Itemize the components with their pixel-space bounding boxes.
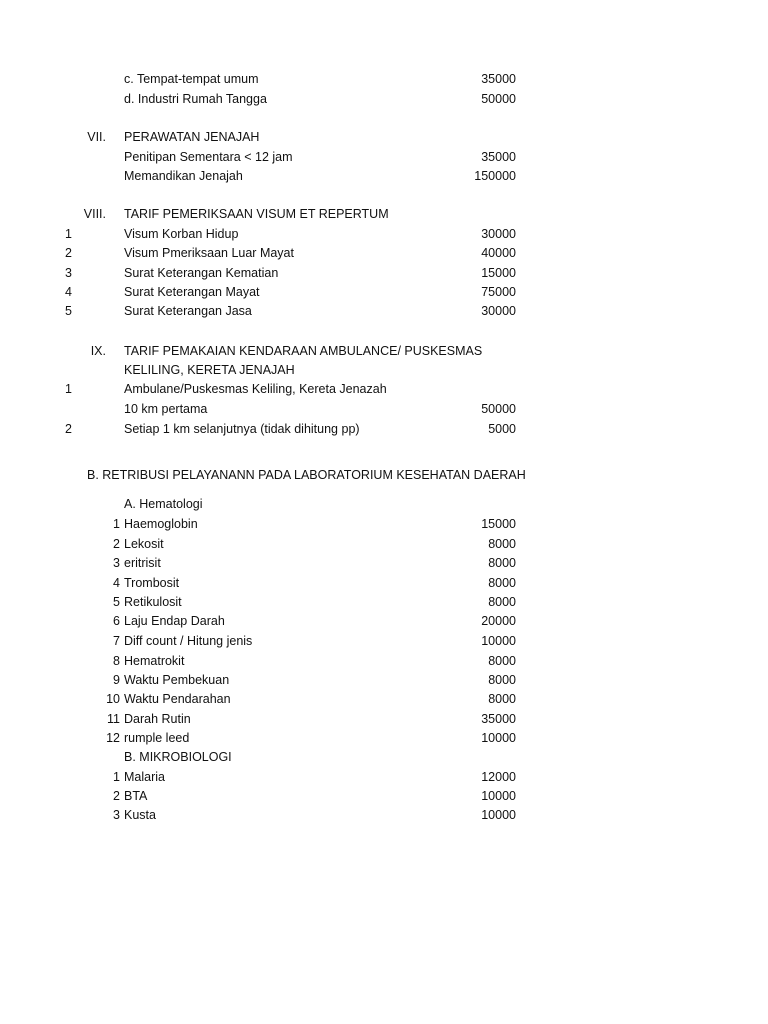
tariff-row <box>0 420 768 439</box>
item-label: Surat Keterangan Mayat <box>124 285 260 299</box>
tariff-row <box>0 244 768 263</box>
item-value: 8000 <box>488 692 516 706</box>
item-label: Laju Endap Darah <box>124 614 225 628</box>
lab-row <box>0 515 768 534</box>
item-value: 15000 <box>481 517 516 531</box>
section-header-continued <box>0 361 768 380</box>
lab-row <box>0 612 768 631</box>
item-label: Trombosit <box>124 576 180 590</box>
item-number: 3 <box>65 266 72 280</box>
tariff-row <box>0 225 768 244</box>
item-number: 1 <box>65 227 72 241</box>
item-label: 10 km pertama <box>124 402 208 416</box>
lab-row <box>0 729 768 748</box>
item-value: 30000 <box>481 227 516 241</box>
item-number: 3 <box>113 556 120 570</box>
item-value: 8000 <box>488 556 516 570</box>
item-value: 8000 <box>488 673 516 687</box>
item-label: Diff count / Hitung jenis <box>124 634 253 648</box>
item-label: Setiap 1 km selanjutnya (tidak dihitung pp) <box>124 422 360 436</box>
tariff-row <box>0 302 768 321</box>
item-number: 9 <box>113 673 120 687</box>
lab-row <box>0 632 768 651</box>
lab-row <box>0 768 768 787</box>
lab-row <box>0 690 768 709</box>
item-label: Retikulosit <box>124 595 182 609</box>
item-number: 10 <box>106 692 120 706</box>
item-label: Visum Pmeriksaan Luar Mayat <box>124 246 294 260</box>
section-header <box>0 342 768 361</box>
section-title: TARIF PEMAKAIAN KENDARAAN AMBULANCE/ PUSKESMAS <box>124 344 483 358</box>
item-label: Visum Korban Hidup <box>124 227 239 241</box>
item-value: 75000 <box>481 285 516 299</box>
subsection-title: A. Hematologi <box>124 497 203 511</box>
item-label: Surat Keterangan Kematian <box>124 266 279 280</box>
tariff-row <box>0 90 768 109</box>
item-number: 3 <box>113 808 120 822</box>
subsection-header <box>0 748 768 767</box>
item-value: 10000 <box>481 731 516 745</box>
section-header <box>0 128 768 147</box>
item-value: 10000 <box>481 808 516 822</box>
section-title: B. RETRIBUSI PELAYANANN PADA LABORATORIUM KESEHATAN DAERAH <box>87 468 526 482</box>
item-label: Waktu Pembekuan <box>124 673 230 687</box>
item-label: Lekosit <box>124 537 164 551</box>
item-number: 1 <box>113 770 120 784</box>
item-label: BTA <box>124 789 148 803</box>
lab-row <box>0 593 768 612</box>
lab-row <box>0 574 768 593</box>
tariff-row <box>0 148 768 167</box>
item-number: 5 <box>65 304 72 318</box>
lab-row <box>0 806 768 825</box>
item-number: 7 <box>113 634 120 648</box>
item-number: 2 <box>113 537 120 551</box>
item-label: Haemoglobin <box>124 517 198 531</box>
subsection-header <box>0 495 768 514</box>
item-value: 15000 <box>481 266 516 280</box>
item-label: Darah Rutin <box>124 712 191 726</box>
item-number: 5 <box>113 595 120 609</box>
section-title: TARIF PEMERIKSAAN VISUM ET REPERTUM <box>124 207 389 221</box>
item-number: 8 <box>113 654 120 668</box>
item-number: 1 <box>65 382 72 396</box>
item-label: eritrisit <box>124 556 161 570</box>
item-value: 8000 <box>488 576 516 590</box>
tariff-row <box>0 283 768 302</box>
lab-row <box>0 787 768 806</box>
item-value: 150000 <box>474 169 516 183</box>
item-number: 4 <box>65 285 72 299</box>
item-value: 10000 <box>481 634 516 648</box>
tariff-row <box>0 167 768 186</box>
lab-row <box>0 554 768 573</box>
item-value: 20000 <box>481 614 516 628</box>
item-label: Hematrokit <box>124 654 185 668</box>
lab-row <box>0 535 768 554</box>
item-value: 30000 <box>481 304 516 318</box>
item-value: 35000 <box>481 72 516 86</box>
item-label: rumple leed <box>124 731 190 745</box>
item-value: 12000 <box>481 770 516 784</box>
item-value: 8000 <box>488 654 516 668</box>
item-label: Penitipan Sementara < 12 jam <box>124 150 293 164</box>
item-number: 1 <box>113 517 120 531</box>
item-value: 50000 <box>481 92 516 106</box>
item-number: 6 <box>113 614 120 628</box>
tariff-row <box>0 400 768 419</box>
item-value: 8000 <box>488 595 516 609</box>
item-number: 12 <box>106 731 120 745</box>
section-title: PERAWATAN JENAJAH <box>124 130 260 144</box>
tariff-row <box>0 70 768 89</box>
item-label: c. Tempat-tempat umum <box>124 72 259 86</box>
item-value: 35000 <box>481 150 516 164</box>
item-value: 10000 <box>481 789 516 803</box>
section-header <box>0 205 768 224</box>
item-value: 35000 <box>481 712 516 726</box>
section-title-line2: KELILING, KERETA JENAJAH <box>124 363 295 377</box>
item-number: 4 <box>113 576 120 590</box>
tariff-row <box>0 380 768 399</box>
item-number: 2 <box>65 422 72 436</box>
lab-row <box>0 710 768 729</box>
subsection-title: B. MIKROBIOLOGI <box>124 750 232 764</box>
section-numeral: VII. <box>87 130 106 144</box>
section-header <box>0 466 768 485</box>
item-label: Malaria <box>124 770 165 784</box>
item-number: 11 <box>107 712 120 726</box>
section-numeral: VIII. <box>83 207 106 221</box>
lab-row <box>0 652 768 671</box>
section-numeral: IX. <box>90 344 106 358</box>
item-label: Waktu Pendarahan <box>124 692 231 706</box>
item-value: 50000 <box>481 402 516 416</box>
item-value: 8000 <box>488 537 516 551</box>
item-label: Ambulane/Puskesmas Keliling, Kereta Jenazah <box>124 382 387 396</box>
item-value: 5000 <box>488 422 516 436</box>
item-label: Kusta <box>124 808 156 822</box>
tariff-row <box>0 264 768 283</box>
item-value: 40000 <box>481 246 516 260</box>
item-number: 2 <box>65 246 72 260</box>
lab-row <box>0 671 768 690</box>
item-label: Memandikan Jenajah <box>124 169 243 183</box>
item-label: d. Industri Rumah Tangga <box>124 92 267 106</box>
item-label: Surat Keterangan Jasa <box>124 304 252 318</box>
item-number: 2 <box>113 789 120 803</box>
